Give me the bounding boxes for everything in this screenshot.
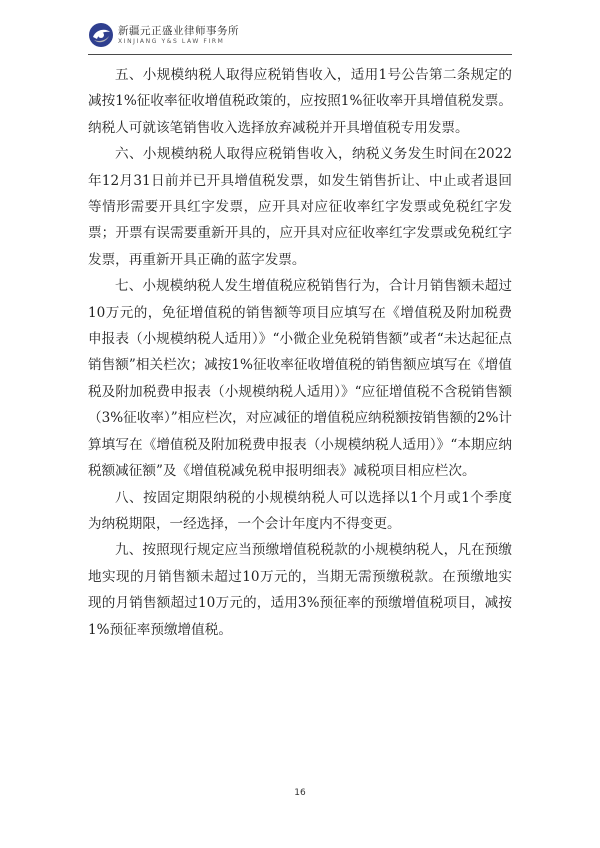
firm-name-cn: 新疆元正盛业律师事务所 <box>118 24 239 37</box>
paragraph-8: 八、按固定期限纳税的小规模纳税人可以选择以1个月或1个季度为纳税期限，一经选择，一个会计年度内不得变更。 <box>88 489 512 532</box>
paragraph-6: 六、小规模纳税人取得应税销售收入，纳税义务发生时间在2022年12月31日前并已开具增值税发票，如发生销售折让、中止或者退回等情形需要开具红字发票，应开具对应征收率红字发票或免税红字发票；开票有误需要重新开具的，应开具对应征收率红字发票或免税红字发票，再重新开具正确的蓝字发票。 <box>88 146 512 268</box>
letterhead <box>88 22 239 48</box>
paragraph-9: 九、按照现行规定应当预缴增值税税款的小规模纳税人，凡在预缴地实现的月销售额未超过10万元的，当期无需预缴税款。在预缴地实现的月销售额超过10万元的，适用3%预征率的预缴增值税项目，减按1%预征率预缴增值税。 <box>88 542 512 638</box>
firm-name-en: XINJIANG Y&S LAW FIRM <box>118 37 225 45</box>
page-number: 16 <box>294 788 306 798</box>
paragraph-5: 五、小规模纳税人取得应税销售收入，适用1号公告第二条规定的减按1%征收率征收增值税政策的，应按照1%征收率开具增值税发票。纳税人可就该笔销售收入选择放弃减税并开具增值税专用发票。 <box>88 67 512 136</box>
document-body <box>88 62 512 643</box>
header-divider <box>88 54 512 55</box>
firm-logo-icon <box>88 22 114 48</box>
paragraph-7: 七、小规模纳税人发生增值税应税销售行为，合计月销售额未超过10万元的，免征增值税的销售额等项目应填写在《增值税及附加税费申报表（小规模纳税人适用）》“小微企业免税销售额”或者“未达起征点销售额”相关栏次；减按1%征收率征收增值税的销售额应填写在《增值税及附加税费申报表（小规模纳税人适用）》“应征增值税不含税销售额（3%征收率）”相应栏次，对应减征的增值税应纳税额按销售额的2%计算填写在《增值税及附加税费申报表（小规模纳税人适用）》“本期应纳税额减征额”及《增值税减免税申报明细表》减税项目相应栏次。 <box>88 278 512 480</box>
